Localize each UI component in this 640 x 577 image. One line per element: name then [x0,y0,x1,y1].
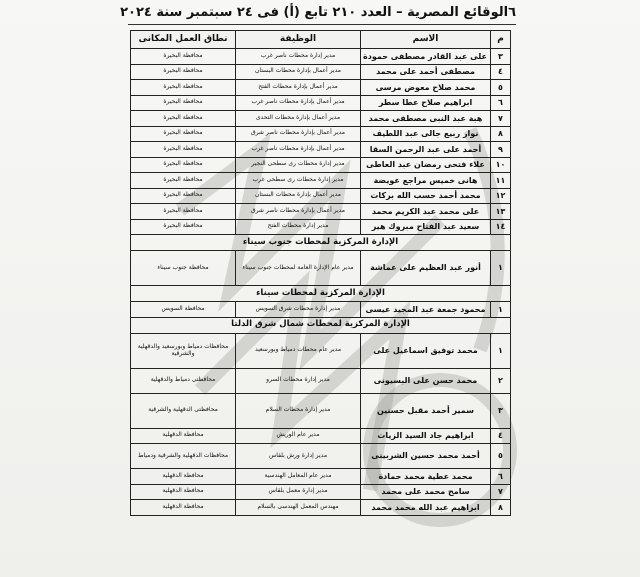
row-name: ابراهيم جاد السيد الزيات [361,428,491,444]
row-job: مدير عام الإدارة العامة لمحطات جنوب سيناء [236,251,361,286]
table-row [131,219,511,235]
row-job: مدير أعمال بإدارة محطات التحدى [236,111,361,127]
row-name: سعيد عبد الفتاح مبروك هير [361,219,491,235]
row-place: محافظات الدقهلية والشرقية ودمياط [131,444,236,469]
row-name: على عبد القادر مصطفى حمودة [361,49,491,65]
row-number: ٣ [491,393,511,428]
row-number: ١٠ [491,157,511,173]
row-number: ٥ [491,80,511,96]
row-place: محافظة البحيرة [131,49,236,65]
table-row [131,157,511,173]
table-row [131,126,511,142]
table-row [131,49,511,65]
table-row [131,111,511,127]
row-job: مدير عام الوريش [236,428,361,444]
row-place: محافظة البحيرة [131,126,236,142]
table-row [131,64,511,80]
row-number: ٩ [491,142,511,158]
row-name: سامح محمد على محمد [361,484,491,500]
row-place: محافظة البحيرة [131,111,236,127]
row-name: محمد حسن على البسيونى [361,368,491,393]
row-number: ١٣ [491,204,511,220]
row-place: محافظة البحيرة [131,142,236,158]
row-number: ١ [491,333,511,368]
table-row [131,204,511,220]
row-number: ٢ [491,368,511,393]
table-row [131,333,511,368]
table-row [131,95,511,111]
column-header-job: الوظيفة [236,31,361,49]
row-name: أحمد محمد حسين الشربينى [361,444,491,469]
row-number: ٨ [491,500,511,516]
table-row [131,142,511,158]
row-job: مدير أعمال بإدارة محطات ناصر شرق [236,126,361,142]
row-job: مدير أعمال بإدارة محطات البستان [236,188,361,204]
table-row [131,444,511,469]
section-heading-row [131,235,511,251]
row-place: محافظتى الدقهلية والشرقية [131,393,236,428]
row-number: ١٢ [491,188,511,204]
row-place: محافظة الدقهلية [131,469,236,485]
row-number: ٨ [491,126,511,142]
section-heading: الإدارة المركزية لمحطات جنوب سيناء [131,235,511,251]
row-job: مدير إدارة محطات شرق السويس [236,302,361,318]
row-job: مدير أعمال بإدارة محطات ناصر غرب [236,142,361,158]
row-place: محافظة جنوب سيناء [131,251,236,286]
row-name: أنور عبد العظيم على عماشة [361,251,491,286]
column-header-name: الاسم [361,31,491,49]
row-job: مدير أعمال بإدارة محطات ناصر شرق [236,204,361,220]
row-place: محافظة البحيرة [131,204,236,220]
row-name: محمود جمعة عبد المجيد عيسى [361,302,491,318]
section-heading: الإدارة المركزية لمحطات سيناء [131,286,511,302]
row-job: مدير إدارة معمل بلقاس [236,484,361,500]
table-row [131,393,511,428]
row-place: محافظة الدقهلية [131,428,236,444]
row-job: مدير عام محطات دمياط وبورسعيد [236,333,361,368]
row-place: محافظة البحيرة [131,95,236,111]
row-place: محافظة البحيرة [131,188,236,204]
row-number: ١ [491,302,511,318]
table-row [131,302,511,318]
row-number: ٥ [491,444,511,469]
row-number: ٧ [491,111,511,127]
row-job: مدير إدارة محطات السلام [236,393,361,428]
section-heading: الإدارة المركزية لمحطات شمال شرق الدلتا [131,317,511,333]
row-job: مدير عام المعامل الهندسية [236,469,361,485]
row-name: هانى خميس مراجع عويضة [361,173,491,189]
table-row [131,484,511,500]
row-number: ١٤ [491,219,511,235]
section-heading-row [131,317,511,333]
row-place: محافظة البحيرة [131,173,236,189]
row-place: محافظتى دمياط والدقهلية [131,368,236,393]
row-place: محافظة الدقهلية [131,484,236,500]
table-row [131,368,511,393]
row-name: محمد صلاح معوض مرسى [361,80,491,96]
staff-table [130,30,511,516]
row-job: مدير إدارة محطات رى سطحى غرب [236,173,361,189]
row-job: مدير إدارة ورش بلقاس [236,444,361,469]
gazette-title: الوقائع المصرية – العدد ٢١٠ تابع (أ) فى ٢٤ سبتمبر سنة ٢٠٢٤ [120,4,509,20]
table-row [131,80,511,96]
row-place: محافظة البحيرة [131,64,236,80]
page-header [120,0,516,25]
row-name: ابراهيم عبد الله محمد محمد [361,500,491,516]
row-number: ٤ [491,428,511,444]
row-name: سمير أحمد مقبل حسنين [361,393,491,428]
row-job: مدير إدارة محطات الفتح [236,219,361,235]
table-row [131,469,511,485]
table-row [131,173,511,189]
table-row [131,251,511,286]
section-heading-row [131,286,511,302]
row-number: ٣ [491,49,511,65]
row-job: مدير إدارة محطات السرو [236,368,361,393]
row-job: مهندس المعمل الهندسى بالسلام [236,500,361,516]
row-place: محافظة السويس [131,302,236,318]
row-name: أحمد على عبد الرحمن السقا [361,142,491,158]
row-job: مدير إدارة محطات رى سطحى النجير [236,157,361,173]
row-number: ٦ [491,469,511,485]
row-number: ٧ [491,484,511,500]
row-name: هبة عبد النبى مصطفى محمد [361,111,491,127]
row-name: محمد توفيق اسماعيل على [361,333,491,368]
table-row [131,428,511,444]
row-place: محافظة البحيرة [131,219,236,235]
row-name: ابراهيم صلاح عطا سطر [361,95,491,111]
row-place: محافظة البحيرة [131,80,236,96]
row-name: على محمد عبد الكريم محمد [361,204,491,220]
row-name: علاء فتحى رمضان عبد العاطى [361,157,491,173]
row-name: نوار ربيع جالى عبد اللطيف [361,126,491,142]
row-job: مدير إدارة محطات ناصر غرب [236,49,361,65]
row-number: ٤ [491,64,511,80]
row-name: مصطفى أحمد على محمد [361,64,491,80]
row-number: ١ [491,251,511,286]
row-job: مدير أعمال بإدارة محطات الفتح [236,80,361,96]
column-header-num: م [491,31,511,49]
row-name: محمد أحمد حسب الله بركات [361,188,491,204]
page-number: ٦ [508,4,516,20]
row-job: مدير أعمال بإدارة محطات ناصر غرب [236,95,361,111]
row-place: محافظة الدقهلية [131,500,236,516]
row-number: ١١ [491,173,511,189]
table-row [131,188,511,204]
table-row [131,500,511,516]
column-header-place: نطاق العمل المكانى [131,31,236,49]
row-name: محمد عطية محمد حمادة [361,469,491,485]
row-job: مدير أعمال بإدارة محطات البستان [236,64,361,80]
table-header-row [131,31,511,49]
row-number: ٦ [491,95,511,111]
row-place: محافظة البحيرة [131,157,236,173]
row-place: محافظات دمياط وبورسعيد والدقهلية والشرقية [131,333,236,368]
